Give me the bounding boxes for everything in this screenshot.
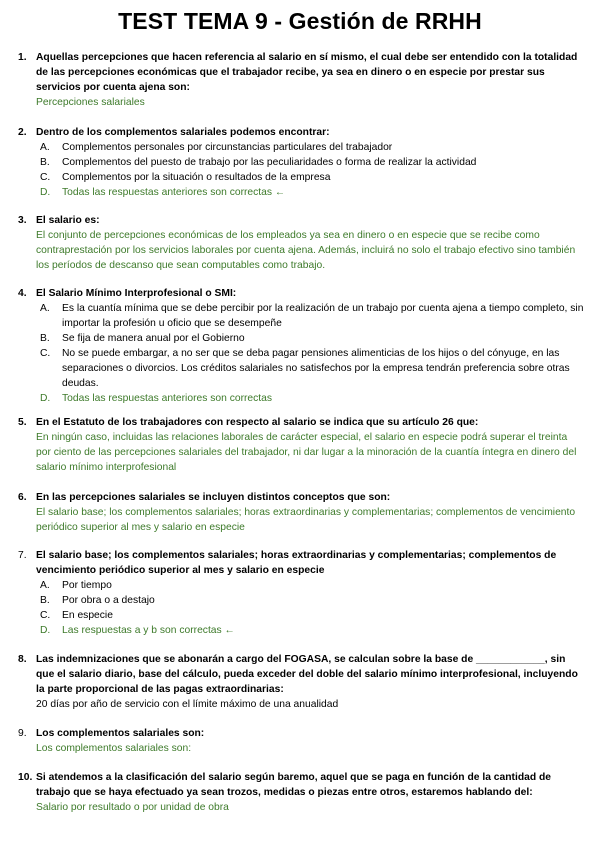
question-number: 8. [18, 654, 27, 665]
question-number: 7. [18, 550, 27, 561]
question-text: El salario base; los complementos salariales; horas extraordinarias y complementarias; complementos de vencimiento periódico superior al mes y salario en especie [36, 550, 557, 576]
question-text: Los complementos salariales son: [36, 728, 205, 739]
answer: Percepciones salariales [36, 97, 145, 108]
question-text: Aquellas percepciones que hacen referencia al salario en sí mismo, el cual debe ser entendido con la totalidad de las percepciones económicas que el trabajador recibe, ya sea en dinero o en especie por prestar sus servicios por cuenta ajena son: [36, 52, 578, 93]
option-d-correct: D. Todas las respuestas anteriores son correctas ← [40, 187, 286, 198]
option-b: B. Por obra o a destajo [40, 595, 155, 606]
option-c: C. En especie [40, 610, 113, 621]
question-number: 6. [18, 492, 27, 503]
option-d-correct: D. Las respuestas a y b son correctas ← [40, 625, 235, 636]
question-text: En las percepciones salariales se incluyen distintos conceptos que son: [36, 492, 391, 503]
question-number: 2. [18, 127, 27, 138]
question-number: 1. [18, 52, 27, 63]
question-text: Si atendemos a la clasificación del salario según baremo, aquel que se paga en función de la cantidad de trabajo que se haya efectuado ya sean trozos, medidas o piezas entre otros, estaremos hablando del: [36, 772, 552, 798]
question-number: 9. [18, 728, 27, 739]
question-text: El salario es: [36, 215, 100, 226]
option-a: A. Es la cuantía mínima que se debe percibir por la realización de un trabajo por cuenta ajena a tiempo completo, sin importar la profesión u oficio que se desempeñe [40, 303, 584, 329]
question-7 [18, 548, 584, 638]
question-9 [18, 726, 584, 756]
question-8 [18, 652, 584, 712]
question-number: 10. [18, 772, 33, 783]
question-text: El Salario Mínimo Interprofesional o SMI: [36, 288, 237, 299]
question-number: 4. [18, 288, 27, 299]
question-text: Las indemnizaciones que se abonarán a cargo del FOGASA, se calculan sobre la base de ____________, sin que el salario diario, base del cálculo, pueda exceder del doble del salario mínimo interprofesional, incluyendo la parte proporcional de las pagas extraordinarias: [36, 654, 578, 695]
option-c: C. No se puede embargar, a no ser que se deba pagar pensiones alimenticias de los hijos o del cónyuge, en las separaciones o divorcios. Los créditos salariales no satisfechos por la empresa tendrán preferencia sobre otras deudas. [40, 348, 570, 389]
question-1 [18, 50, 584, 110]
question-5 [18, 415, 584, 475]
answer: Los complementos salariales son: [36, 743, 192, 754]
answer: En ningún caso, incluidas las relaciones laborales de carácter especial, el salario en especie podrá superar el treinta por ciento de las percepciones salariales del trabajador, ni dar lugar a la minoración de la cuantía íntegra en dinero del salario mínimo interprofesional [36, 432, 577, 473]
answer: El salario base; los complementos salariales; horas extraordinarias y complementarias; complementos de vencimiento periódico superior al mes y salario en especie [36, 507, 576, 533]
question-number: 5. [18, 417, 27, 428]
question-text: Dentro de los complementos salariales podemos encontrar: [36, 127, 330, 138]
page-title: TEST TEMA 9 - Gestión de RRHH [118, 8, 482, 34]
question-10 [18, 770, 584, 815]
option-b: B. Complementos del puesto de trabajo por las peculiaridades o forma de realizar la actividad [40, 157, 477, 168]
question-3 [18, 213, 584, 273]
answer: 20 días por año de servicio con el límite máximo de una anualidad [36, 699, 339, 710]
question-text: En el Estatuto de los trabajadores con respecto al salario se indica que su artículo 26 que: [36, 417, 479, 428]
question-4 [18, 286, 584, 406]
option-c: C. Complementos por la situación o resultados de la empresa [40, 172, 331, 183]
option-d-correct: D. Todas las respuestas anteriores son correctas [40, 393, 273, 404]
question-6 [18, 490, 584, 535]
option-b: B. Se fija de manera anual por el Gobierno [40, 333, 245, 344]
option-a: A. Complementos personales por circunstancias particulares del trabajador [40, 142, 393, 153]
answer: El conjunto de percepciones económicas de los empleados ya sea en dinero o en especie que se recibe como contraprestación por los servicios laborales por cuenta ajena. Además, incluirá no solo el trabajo efectivo sino también los períodos de descanso que sean computables como trabajo. [36, 230, 576, 271]
question-number: 3. [18, 215, 27, 226]
answer: Salario por resultado o por unidad de obra [36, 802, 229, 813]
question-2 [18, 125, 584, 200]
option-a: A. Por tiempo [40, 580, 112, 591]
